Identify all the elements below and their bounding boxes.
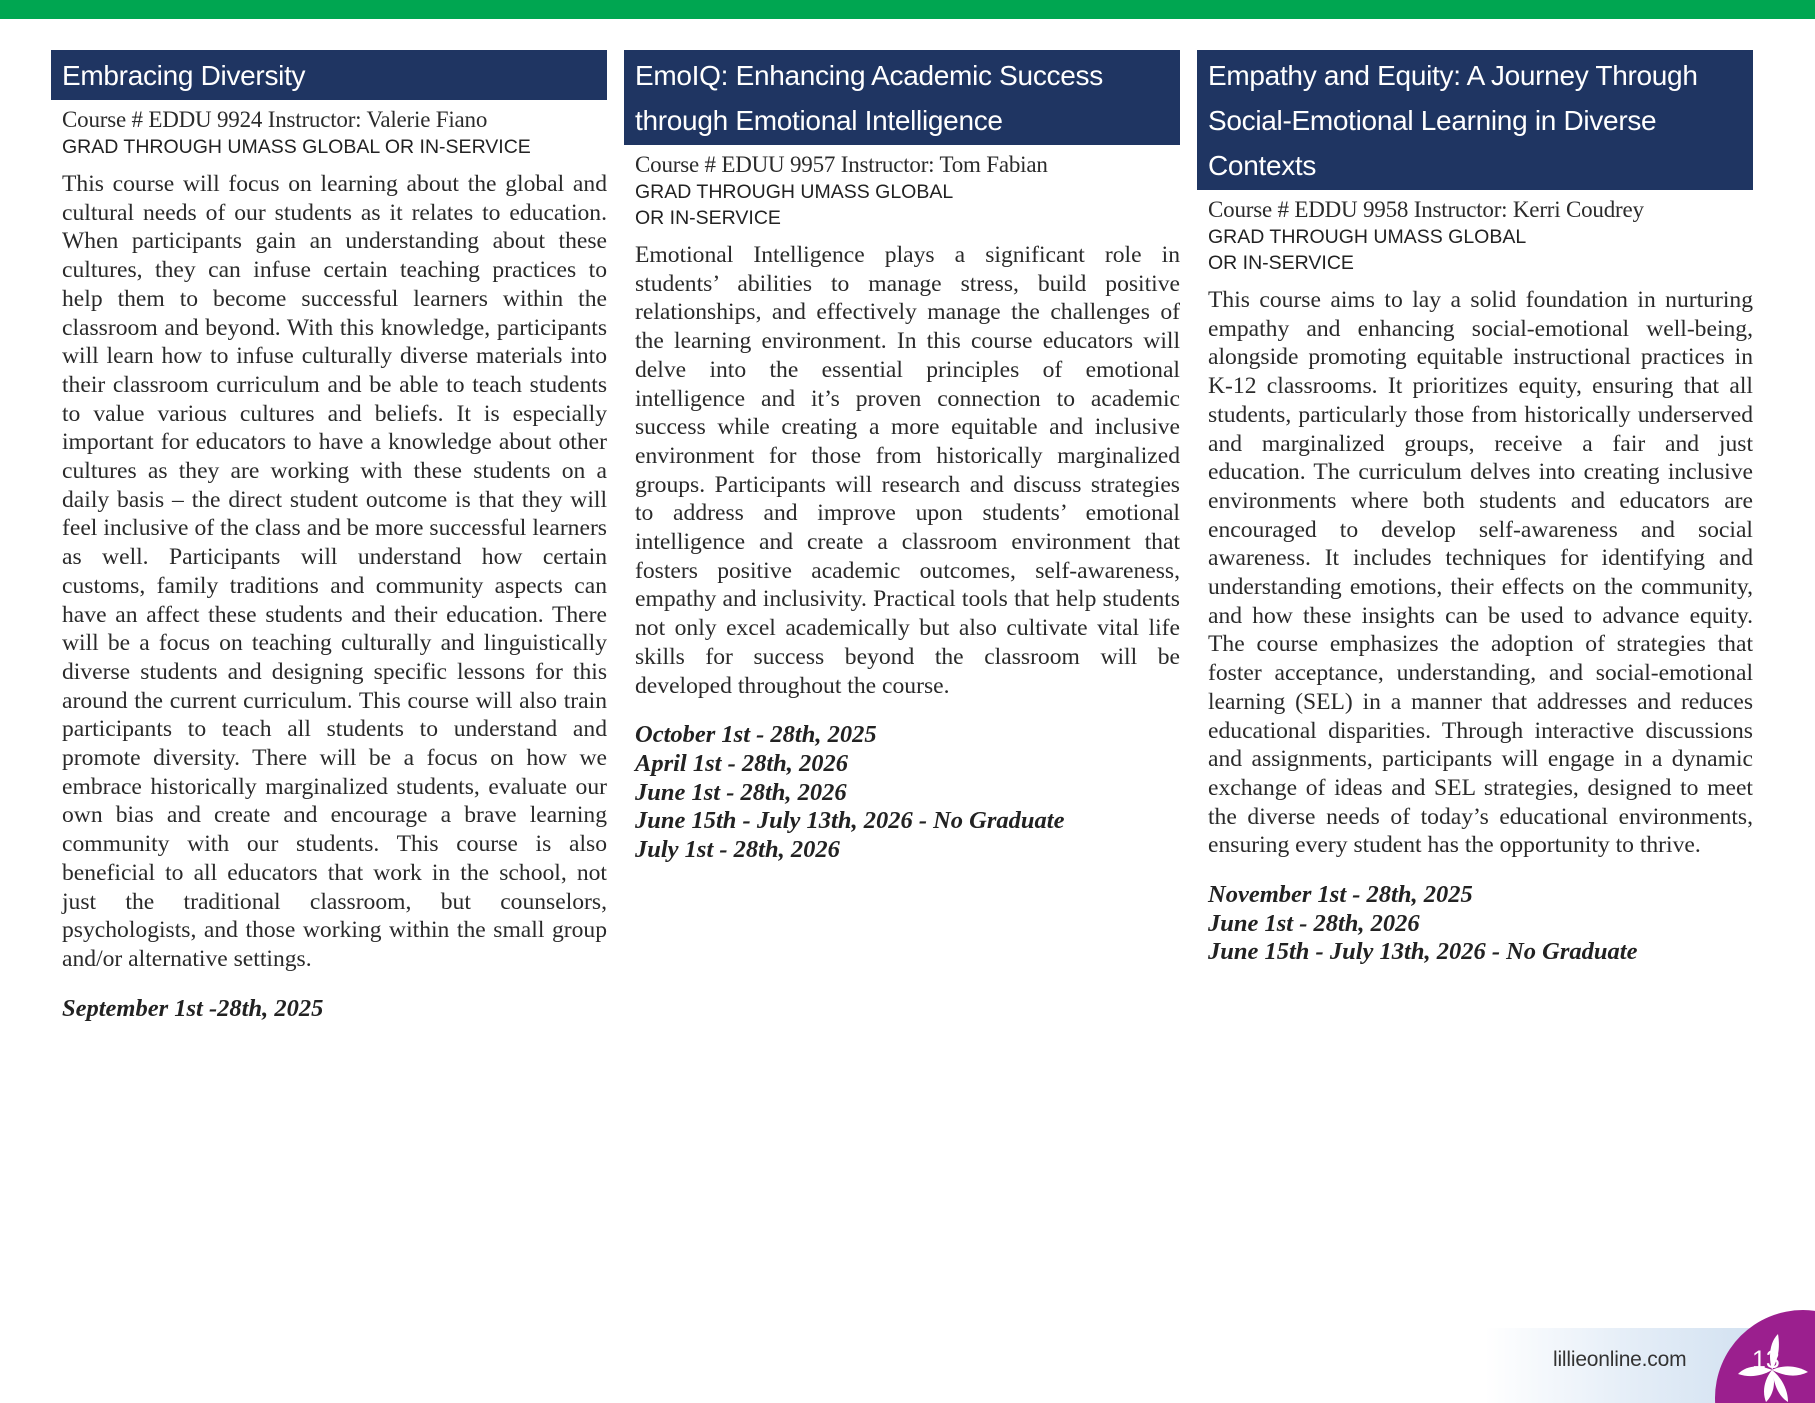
course-column-2 — [624, 50, 1180, 865]
course-description: This course aims to lay a solid foundation in nurturing empathy and enhancing social-emotional well-being, alongside promoting equitable instructional practices in K-12 classrooms. It prioritizes equity, ensuring that all students, particularly those from historically underserved and marginalized groups, receive a fair and just education. The curriculum delves into creating inclusive environments where both students and educators are encouraged to develop self-awareness and social awareness. It includes techniques for identifying and understanding emotions, their effects on the community, and how these insights can be used to advance equity. The course emphasizes the adoption of strategies that foster acceptance, understanding, and social-emotional learning (SEL) in a manner that addresses and reduces educational disparities. Through interactive discussions and assignments, participants will engage in a dynamic exchange of ideas and SEL strategies, designed to meet the diverse needs of today’s educational environments, ensuring every student has the opportunity to thrive. — [1208, 287, 1753, 859]
course-column-3 — [1197, 50, 1753, 967]
course-column-1 — [51, 50, 607, 1023]
course-title: EmoIQ: Enhancing Academic Success through Emotional Intelligence — [624, 50, 1180, 145]
course-meta — [1197, 196, 1753, 276]
course-title: Empathy and Equity: A Journey Through Social-Emotional Learning in Diverse Contexts — [1197, 50, 1753, 190]
course-description: This course will focus on learning about the global and cultural needs of our students as it relates to education. When participants gain an understanding about these cultures, they can infuse certain teaching practices to help them to become successful learners within the classroom and beyond. With this knowledge, participants will learn how to infuse culturally diverse materials into their classroom curriculum and be able to teach students to value various cultures and beliefs. It is especially important for educators to have a knowledge about other cultures as they are working with these students on a daily basis – the direct student outcome is that they will feel inclusive of the class and be more successful learners as well. Participants will understand how certain customs, family traditions and community aspects can have an affect these students and their education. There will be a focus on teaching culturally and linguistically diverse students and designing specific lessons for this around the current curriculum. This course will also train participants to teach all students to understand and promote diversity. There will be a focus on how we embrace historically marginalized students, evaluate our own bias and create and encourage a brave learning community with our students. This course is also beneficial to all educators that work in the school, not just the traditional classroom, but counselors, psychologists, and those working within the small group and/or alternative settings. — [62, 171, 607, 972]
footer-website: lillieonline.com — [1553, 1348, 1687, 1371]
grad-option: GRAD THROUGH UMASS GLOBAL — [635, 181, 954, 203]
course-meta — [51, 106, 607, 160]
course-number-instructor: Course # EDDU 9924 Instructor: Valerie Fiano — [62, 107, 488, 132]
grad-option: OR IN-SERVICE — [1208, 252, 1354, 274]
course-dates — [51, 995, 607, 1024]
course-date: September 1st -28th, 2025 — [62, 994, 324, 1022]
course-number-instructor: Course # EDDU 9958 Instructor: Kerri Coudrey — [1208, 197, 1644, 222]
course-description: Emotional Intelligence plays a significant role in students’ abilities to manage stress, build positive relationships, and effectively manage the challenges of the learning environment. In this course educators will delve into the essential principles of emotional intelligence and it’s proven connection to academic success while creating a more equitable and inclusive environment for those from historically marginalized groups. Participants will research and discuss strategies to address and improve upon students’ emotional intelligence and create a classroom environment that fosters positive academic outcomes, self-awareness, empathy and inclusivity. Practical tools that help students not only excel academically but also cultivate vital life skills for success beyond the classroom will be developed throughout the course. — [635, 242, 1180, 699]
top-accent-bar — [0, 0, 1815, 19]
course-date: June 15th - July 13th, 2026 - No Graduate — [635, 807, 1065, 835]
grad-option: OR IN-SERVICE — [635, 207, 781, 229]
course-date: April 1st - 28th, 2026 — [635, 749, 849, 777]
grad-option: GRAD THROUGH UMASS GLOBAL — [1208, 226, 1527, 248]
grad-option: GRAD THROUGH UMASS GLOBAL OR IN-SERVICE — [62, 136, 531, 158]
course-meta — [624, 151, 1180, 231]
page-number: 13 — [1752, 1346, 1780, 1374]
course-number-instructor: Course # EDUU 9957 Instructor: Tom Fabian — [635, 152, 1048, 177]
course-date: July 1st - 28th, 2026 — [635, 836, 840, 864]
course-title: Embracing Diversity — [51, 50, 607, 100]
course-date: June 1st - 28th, 2026 — [635, 778, 847, 806]
course-dates — [624, 721, 1180, 865]
course-date: October 1st - 28th, 2025 — [635, 721, 877, 749]
course-date: June 1st - 28th, 2026 — [1208, 909, 1420, 937]
course-date: November 1st - 28th, 2025 — [1208, 881, 1473, 909]
course-date: June 15th - July 13th, 2026 - No Graduate — [1208, 938, 1638, 966]
course-dates — [1197, 881, 1753, 967]
